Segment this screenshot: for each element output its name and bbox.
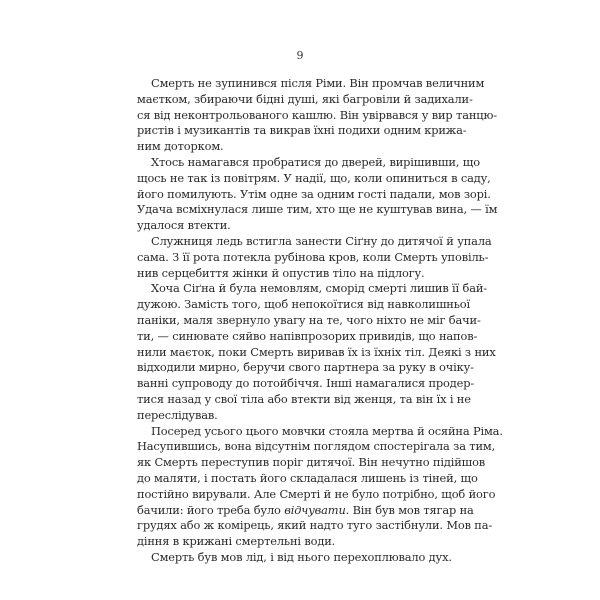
text-line: ванні супроводу до потойбіччя. Інші намагалися продер- <box>137 376 475 391</box>
text-line: відходили мирно, беручи свого партнера за руку в очіку- <box>137 360 474 375</box>
text-line: ти, — синювате сяйво напівпрозорих привидів, що напов- <box>137 328 478 343</box>
page-number: 9 <box>296 49 304 62</box>
text-line: ним доторком. <box>137 139 224 154</box>
text-line: Служниця ледь встигла занести Сіґну до дитячої й упала <box>151 233 492 248</box>
text-line: ристів і музикантів та викрав їхні подихи одним крижа- <box>137 123 467 138</box>
text-line: Смерть не зупинився після Ріми. Він промчав величним <box>151 76 485 90</box>
text-line: сама. З її рота потекла рубінова кров, коли Смерть уповіль- <box>137 249 489 264</box>
text-line: Удача всміхнулася лише тим, хто ще не куштував вина, — їм <box>137 202 498 217</box>
text-line: Смерть був мов лід, і від нього перехоплювало дух. <box>151 549 452 564</box>
text-segment: бачили: його треба було <box>137 502 285 517</box>
text-line: як Смерть переступив поріг дитячої. Він нечутно підійшов <box>137 455 486 470</box>
text-line: Посеред усього цього мовчки стояла мертва й осяйна Ріма. <box>151 423 503 438</box>
text-line: Хоча Сіґна й була немовлям, сморід смерті лишив її бай- <box>151 281 487 296</box>
text-line: його помилують. Утім одне за одним гості падали, мов зорі. <box>137 186 491 201</box>
text-line: паніки, маля звернуло увагу на те, чого ніхто не міг бачи- <box>137 312 481 327</box>
text-line: тися назад у свої тіла або втекти від женця, та він їх і не <box>137 391 471 406</box>
text-line: до маляти, і постать його складалася лишень із тіней, що <box>137 470 478 485</box>
text-line: Насупившись, вона відсутнім поглядом спостерігала за тим, <box>137 439 496 454</box>
text-line: дужою. Замість того, щоб непокоїтися від навколишньої <box>137 297 470 312</box>
italic-word: відчувати <box>284 502 346 517</box>
text-line: нили маєток, поки Смерть виривав їх із їхніх тіл. Деякі з них <box>137 344 496 359</box>
text-line: Хтось намагався пробратися до дверей, вирішивши, що <box>151 154 480 169</box>
paragraph-1 <box>137 76 497 155</box>
paragraph-4 <box>137 281 496 423</box>
text-line: удалося втекти. <box>137 218 231 233</box>
text-line: постійно вирували. Але Смерті й не було потрібно, щоб його <box>137 486 496 501</box>
text-line: грудях або ж комірець, який надто туго застібнули. Мов па- <box>137 518 493 533</box>
text-line: нив серцебиття жінки й опустив тіло на підлогу. <box>137 265 425 280</box>
text-segment: . Він був мов тягар на <box>345 502 474 517</box>
paragraph-6 <box>137 549 452 566</box>
paragraph-2 <box>137 154 498 234</box>
body-text <box>137 76 503 566</box>
text-line: діння в крижані смертельні води. <box>137 534 336 549</box>
text-line: щось не так із повітрям. У надії, що, коли опиниться в саду, <box>137 170 491 185</box>
text-line: маєтком, збираючи бідні душі, які багровіли й задихали- <box>137 91 473 106</box>
text-line: ся від неконтрольованого кашлю. Він увірвався у вир танцю- <box>137 107 497 122</box>
paragraph-3 <box>137 233 492 281</box>
text-line-with-italic <box>137 502 474 519</box>
paragraph-5 <box>137 423 503 550</box>
text-line: переслідував. <box>137 407 218 422</box>
